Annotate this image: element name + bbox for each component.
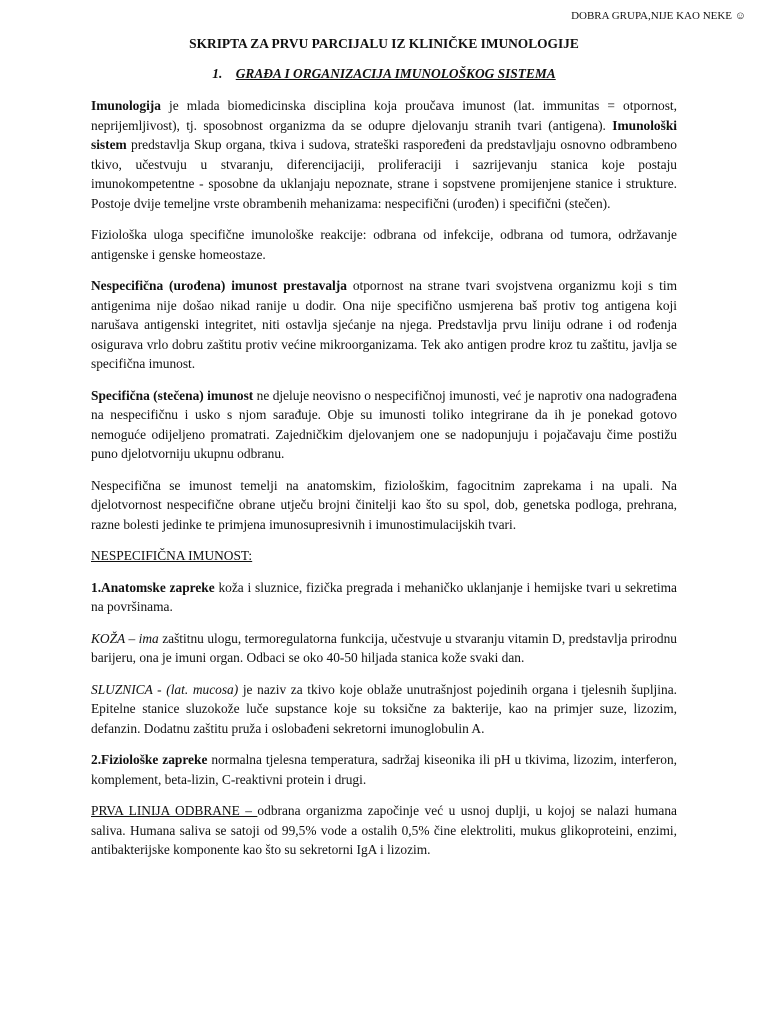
term-fizioloske-zapreke: 2.Fiziološke zapreke bbox=[91, 752, 208, 767]
document-body bbox=[91, 96, 677, 872]
term-anatomske-zapreke: 1.Anatomske zapreke bbox=[91, 579, 215, 595]
section-heading bbox=[0, 66, 768, 82]
term-koza: KOŽA – ima bbox=[91, 630, 159, 646]
section-number: 1. bbox=[212, 66, 223, 81]
subheading-text: NESPECIFIČNA IMUNOST: bbox=[91, 548, 253, 563]
subheading-nespecificna-imunost bbox=[91, 546, 677, 566]
term-prva-linija: PRVA LINIJA ODBRANE – bbox=[91, 803, 258, 818]
paragraph-anatomske-zapreke bbox=[91, 578, 677, 617]
paragraph-fizioloska-uloga: Fiziološka uloga specifične imunološke reakcije: odbrana od infekcije, odbrana od tumora, održavanje antigenske i genske homeostaze. bbox=[91, 227, 677, 262]
paragraph-text: koža i sluznice, fizička pregrada i mehaničko uklanjanje i hemijske tvari u sekretima na površinama. bbox=[91, 579, 677, 614]
paragraph-text: otpornost na strane tvari svojstvena organizmu koji s tim antigenima nije došao nikad ranije u dodir. Ona nije specifično usmjerena baš protiv tog antigena koji narušava antigenski integritet, niti ostavlja sjećanje na njega. Predstavlja prvu liniju odrane i od rođenja osigurava vrlo dobru zaštitu protiv većine mikroorganizama. Tek ako antigen prodre kroz tu zaštitu, javlja se specifična imunost. bbox=[91, 278, 678, 371]
paragraph-text: ne djeluje neovisno o nespecifičnoj imunosti, već je naprotiv ona nadograđena na nespecifičnu i usko s njom sarađuje. Obje su imunosti toliko integrirane da ih je ponekad gotovo nemoguće odijeljeno promatrati. Zajedničkim djelovanjem one se nadopunjuju i pojačavaju čime postižu puno djelotvorniju ukupnu odbranu. bbox=[91, 387, 677, 461]
paragraph-prva-linija bbox=[91, 801, 677, 860]
paragraph-text: odbrana organizma započinje već u usnoj duplji, u kojoj se nalazi humana saliva. Humana saliva se satoji od 99,5% vode a ostalih 0,5% čine elektroliti, mukus glikoproteini, enzimi, antibakterijske komponente kao što su sekretorni IgA i lizozim. bbox=[91, 803, 677, 857]
term-nespecificna: Nespecifična (urođena) imunost prestavalja bbox=[91, 278, 347, 293]
header-note: DOBRA GRUPA,NIJE KAO NEKE ☺ bbox=[571, 10, 746, 22]
document-title: SKRIPTA ZA PRVU PARCIJALU IZ KLINIČKE IMUNOLOGIJE bbox=[189, 36, 579, 51]
paragraph-text: predstavlja Skup organa, tkiva i sudova, strateški raspoređeni da predstavljaju osnovno odbrambeno tkivo, učestvuju u stvaranju, diferencijaciji, proliferaciji i sazrijevanju stanica koje postaju imunokompetentne - sposobne da uklanjaju nepoznate, strane i sopstvene promijenjene stanice i strukture. Postoje dvije temeljne vrste obrambenih mehanizama: nespecifični (urođen) i specifični (stečen). bbox=[91, 137, 677, 211]
term-imunologija: Imunologija bbox=[91, 98, 161, 113]
paragraph-text: je naziv za tkivo koje oblaže unutrašnjost pojedinih organa i tjelesnih šupljina. Epitelne stanice sluzokože luče supstance koje su toksične za bakterije, kao na primjer suze, lizozim, defanzin. Dodatnu zaštitu pruža i oslobađeni sekretorni imunoglobulin A. bbox=[91, 681, 677, 736]
section-title: GRAĐA I ORGANIZACIJA IMUNOLOŠKOG SISTEMA bbox=[235, 66, 556, 81]
paragraph-specificna bbox=[91, 386, 677, 464]
paragraph-imunologija bbox=[91, 96, 677, 213]
paragraph-sluznica bbox=[91, 680, 677, 739]
paragraph-text: normalna tjelesna temperatura, sadržaj kiseonika ili pH u tkivima, lizozim, interferon, komplement, beta-lizin, C-reaktivni protein i drugi. bbox=[91, 752, 677, 787]
term-imunoloski-sistem: Imunološki sistem bbox=[91, 117, 677, 152]
paragraph-koza bbox=[91, 629, 677, 668]
term-specificna: Specifična (stečena) imunost bbox=[91, 387, 254, 403]
paragraph-fizioloske-zapreke bbox=[91, 750, 677, 789]
paragraph-nespecificna bbox=[91, 276, 677, 374]
term-sluznica: SLUZNICA - (lat. mucosa) bbox=[91, 681, 239, 697]
paragraph-temelj: Nespecifična se imunost temelji na anatomskim, fiziološkim, fagocitnim zaprekama i na upali. Na djelotvornost nespecifične obrane utječu brojni činitelji kao što su spol, dob, genetska podloga, prehrana, razne bolesti jedinke te primjena imunosupresivnih i imunostimulacijskih tvari. bbox=[91, 477, 677, 532]
paragraph-text: je mlada biomedicinska disciplina koja proučava imunost (lat. immunitas = otpornost, neprijemljivost), tj. sposobnost organizma da se odupre djelovanju stranih tvari (antigena). bbox=[91, 98, 677, 133]
paragraph-text: zaštitnu ulogu, termoregulatorna funkcija, učestvuje u stvaranju vitamin D, predstavlja prirodnu barijeru, ona je imuni organ. Odbaci se oko 40-50 hiljada stanica kože svaki dan. bbox=[91, 630, 677, 665]
